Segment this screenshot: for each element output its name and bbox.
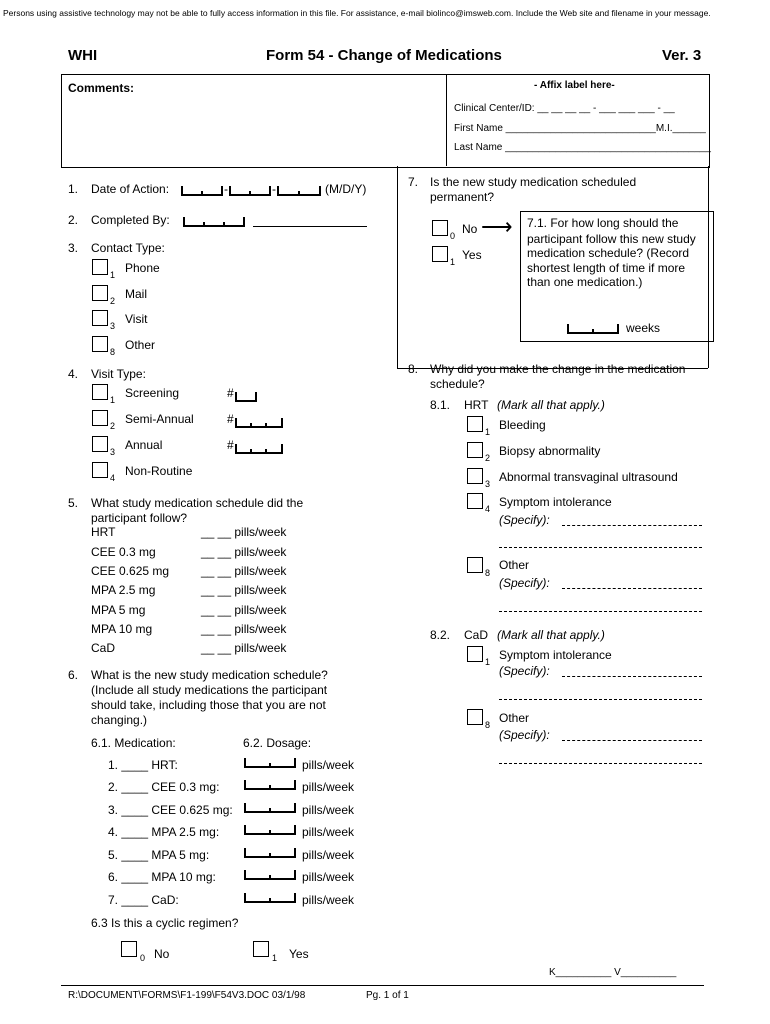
footer-rule <box>61 985 704 986</box>
permanent-yes-label: Yes <box>462 248 482 262</box>
contact-visit-label: Visit <box>125 312 148 326</box>
dose-field[interactable] <box>243 889 299 905</box>
specify-line[interactable] <box>562 676 702 677</box>
q5-med-value[interactable]: __ __ pills/week <box>201 525 287 539</box>
dose-field[interactable] <box>243 754 299 770</box>
cyclic-yes-checkbox[interactable] <box>253 941 269 957</box>
q6-text-line: What is the new study medication schedule? <box>91 668 328 682</box>
visit-non-routine-checkbox[interactable] <box>92 462 108 478</box>
contact-other-label: Other <box>125 338 156 352</box>
q4-number: 4. <box>68 367 79 381</box>
q7-1-text-line: participant follow this new study <box>527 232 696 246</box>
hash-label: # <box>227 438 234 452</box>
specify-label: (Specify): <box>499 728 550 742</box>
q6-text-line: should take, including those that you are not <box>91 698 326 712</box>
hrt-bleeding-label: Bleeding <box>499 418 546 432</box>
column-divider <box>397 166 398 368</box>
contact-mail-checkbox[interactable] <box>92 285 108 301</box>
mark-all-instruction: (Mark all that apply.) <box>497 628 605 642</box>
hrt-biopsy-label: Biopsy abnormality <box>499 444 601 458</box>
q6-med-row-label[interactable]: 6. ____ MPA 10 mg: <box>108 870 216 884</box>
affix-label-text: - Affix label here- <box>534 80 615 91</box>
cad-symptom-checkbox[interactable] <box>467 646 483 662</box>
dose-field[interactable] <box>243 866 299 882</box>
visit-screening-label: Screening <box>125 386 180 400</box>
contact-other-checkbox[interactable] <box>92 336 108 352</box>
code-label: 2 <box>110 421 116 431</box>
first-name-field[interactable]: First Name ___________________________M.I.______ <box>454 123 706 134</box>
q2-label: Completed By: <box>91 213 170 227</box>
code-label: 1 <box>272 953 278 963</box>
version-label: Ver. 3 <box>662 47 702 64</box>
dose-field[interactable] <box>243 776 299 792</box>
contact-phone-checkbox[interactable] <box>92 259 108 275</box>
q5-text-line2: participant follow? <box>91 511 188 525</box>
q5-med-value[interactable]: __ __ pills/week <box>201 622 287 636</box>
q6-med-row-label[interactable]: 1. ____ HRT: <box>108 758 178 772</box>
q5-med-name: CEE 0.3 mg <box>91 545 156 559</box>
q5-med-value[interactable]: __ __ pills/week <box>201 583 287 597</box>
q5-number: 5. <box>68 496 79 510</box>
q5-med-name: CEE 0.625 mg <box>91 564 170 578</box>
specify-line[interactable] <box>562 525 702 526</box>
code-label: 1 <box>110 270 116 280</box>
q5-med-name: HRT <box>91 525 116 539</box>
code-label: 1 <box>450 257 456 267</box>
permanent-yes-checkbox[interactable] <box>432 246 448 262</box>
mark-all-instruction: (Mark all that apply.) <box>497 398 605 412</box>
code-label: 2 <box>485 453 491 463</box>
visit-non-routine-label: Non-Routine <box>125 464 193 478</box>
cad-symptom-label: Symptom intolerance <box>499 648 612 662</box>
contact-phone-label: Phone <box>125 261 160 275</box>
visit-semi-annual-label: Semi-Annual <box>125 412 194 426</box>
q6-cyclic-question: 6.3 Is this a cyclic regimen? <box>91 916 239 930</box>
visit-annual-checkbox[interactable] <box>92 436 108 452</box>
visit-annual-label: Annual <box>125 438 163 452</box>
q1-date-format: (M/D/Y) <box>325 182 367 196</box>
q8-text-line1: Why did you make the change in the medication <box>430 362 686 376</box>
code-label: 1 <box>485 427 491 437</box>
form-title: Form 54 - Change of Medications <box>266 47 502 64</box>
specify-line[interactable] <box>499 699 702 700</box>
q2-number: 2. <box>68 213 79 227</box>
hrt-ultrasound-checkbox[interactable] <box>467 468 483 484</box>
clinical-center-field[interactable]: Clinical Center/ID: __ __ __ __ - ___ ___ ___ - __ <box>454 103 675 114</box>
q6-med-row-label[interactable]: 4. ____ MPA 2.5 mg: <box>108 825 220 839</box>
specify-label: (Specify): <box>499 664 550 678</box>
pills-unit: pills/week <box>302 780 355 794</box>
code-label: 0 <box>140 953 146 963</box>
code-label: 1 <box>110 395 116 405</box>
code-label: 8 <box>485 568 491 578</box>
code-label: 8 <box>485 720 491 730</box>
q6-med-row-label[interactable]: 7. ____ CaD: <box>108 893 179 907</box>
dose-field[interactable] <box>243 844 299 860</box>
hrt-symptom-label: Symptom intolerance <box>499 495 612 509</box>
pills-unit: pills/week <box>302 848 355 862</box>
q5-med-value[interactable]: __ __ pills/week <box>201 545 287 559</box>
q5-med-name: MPA 10 mg <box>91 622 153 636</box>
contact-mail-label: Mail <box>125 287 148 301</box>
code-label: 8 <box>110 347 116 357</box>
specify-line[interactable] <box>499 763 702 764</box>
cad-other-checkbox[interactable] <box>467 709 483 725</box>
date-of-action-field[interactable] <box>180 182 326 198</box>
q5-med-value[interactable]: __ __ pills/week <box>201 564 287 578</box>
q6-med-row-label[interactable]: 2. ____ CEE 0.3 mg: <box>108 780 220 794</box>
label-divider <box>446 74 447 166</box>
q7-1-text-line: medication schedule? (Record <box>527 246 690 260</box>
q6-medication-header: 6.1. Medication: <box>91 736 176 750</box>
q5-med-value[interactable]: __ __ pills/week <box>201 603 287 617</box>
cyclic-no-label: No <box>154 947 170 961</box>
q8-2-label: CaD <box>464 628 489 642</box>
cyclic-no-checkbox[interactable] <box>121 941 137 957</box>
code-label: 3 <box>110 447 116 457</box>
document-path: R:\DOCUMENT\FORMS\F1-199\F54V3.DOC 03/1/98 <box>68 990 306 1001</box>
cad-other-label: Other <box>499 711 530 725</box>
specify-label: (Specify): <box>499 576 550 590</box>
code-label: 2 <box>110 296 116 306</box>
svg-text:-: - <box>224 182 228 196</box>
q6-med-row-label[interactable]: 5. ____ MPA 5 mg: <box>108 848 210 862</box>
pills-unit: pills/week <box>302 758 355 772</box>
visit-semi-annual-checkbox[interactable] <box>92 410 108 426</box>
last-name-field[interactable]: Last Name _____________________________________ <box>454 142 711 153</box>
svg-text:-: - <box>272 182 276 196</box>
comments-field[interactable] <box>66 99 442 161</box>
q7-1-text-line: shortest length of time if more <box>527 261 686 275</box>
code-label: 3 <box>485 479 491 489</box>
q5-med-name: MPA 2.5 mg <box>91 583 156 597</box>
q5-text-line1: What study medication schedule did the <box>91 496 304 510</box>
q8-1-number: 8.1. <box>430 398 451 412</box>
page-number: Pg. 1 of 1 <box>366 990 409 1001</box>
hrt-symptom-checkbox[interactable] <box>467 493 483 509</box>
accessibility-notice: Persons using assistive technology may not be able to fully access information in this file. For assistance, e-mail biolinco@imsweb.com. Include the Web site and filename in your message. <box>3 8 711 18</box>
q6-number: 6. <box>68 668 79 682</box>
q8-number: 8. <box>408 362 419 376</box>
specify-line[interactable] <box>499 547 702 548</box>
q7-1-text-line: 7.1. For how long should the <box>527 216 679 230</box>
contact-visit-checkbox[interactable] <box>92 310 108 326</box>
weeks-field[interactable] <box>566 320 622 336</box>
q3-label: Contact Type: <box>91 241 165 255</box>
completed-by-code-field[interactable] <box>182 213 248 229</box>
visit-screening-checkbox[interactable] <box>92 384 108 400</box>
q3-number: 3. <box>68 241 79 255</box>
q1-label: Date of Action: <box>91 182 170 196</box>
q6-text-line: changing.) <box>91 713 148 727</box>
q5-med-name: CaD <box>91 641 116 655</box>
arrow-right-icon: ⟶ <box>481 214 513 239</box>
specify-line[interactable] <box>499 611 702 612</box>
specify-label: (Specify): <box>499 513 550 527</box>
cyclic-yes-label: Yes <box>289 947 309 961</box>
q6-dosage-header: 6.2. Dosage: <box>243 736 312 750</box>
code-label: 1 <box>485 657 491 667</box>
hrt-other-label: Other <box>499 558 530 572</box>
hash-label: # <box>227 386 234 400</box>
code-label: 4 <box>485 504 491 514</box>
hrt-biopsy-checkbox[interactable] <box>467 442 483 458</box>
weeks-label: weeks <box>626 321 661 335</box>
screening-number-field[interactable] <box>234 388 260 404</box>
semi-annual-number-field[interactable] <box>234 414 286 430</box>
dose-field[interactable] <box>243 799 299 815</box>
completed-by-name-line[interactable] <box>253 226 367 227</box>
q7-1-text-line: than one medication.) <box>527 275 643 289</box>
pills-unit: pills/week <box>302 870 355 884</box>
hrt-ultrasound-label: Abnormal transvaginal ultrasound <box>499 470 678 484</box>
q7-text-line2: permanent? <box>430 190 495 204</box>
specify-line[interactable] <box>562 588 702 589</box>
q6-med-row-label[interactable]: 3. ____ CEE 0.625 mg: <box>108 803 233 817</box>
q8-text-line2: schedule? <box>430 377 485 391</box>
q8-2-number: 8.2. <box>430 628 451 642</box>
hrt-bleeding-checkbox[interactable] <box>467 416 483 432</box>
code-label: 3 <box>110 321 116 331</box>
hrt-other-checkbox[interactable] <box>467 557 483 573</box>
specify-line[interactable] <box>562 740 702 741</box>
pills-unit: pills/week <box>302 825 355 839</box>
q5-med-name: MPA 5 mg <box>91 603 146 617</box>
keyer-verifier-field[interactable]: K__________ V__________ <box>549 967 677 978</box>
pills-unit: pills/week <box>302 893 355 907</box>
q6-text-line: (Include all study medications the participant <box>91 683 328 697</box>
q1-number: 1. <box>68 182 79 196</box>
q7-number: 7. <box>408 175 419 189</box>
hash-label: # <box>227 412 234 426</box>
dose-field[interactable] <box>243 821 299 837</box>
permanent-no-label: No <box>462 222 478 236</box>
comments-heading: Comments: <box>68 81 135 95</box>
code-label: 4 <box>110 473 116 483</box>
q7-text-line1: Is the new study medication scheduled <box>430 175 637 189</box>
org-label: WHI <box>68 47 98 64</box>
annual-number-field[interactable] <box>234 440 286 456</box>
q5-med-value[interactable]: __ __ pills/week <box>201 641 287 655</box>
permanent-no-checkbox[interactable] <box>432 220 448 236</box>
code-label: 0 <box>450 231 456 241</box>
pills-unit: pills/week <box>302 803 355 817</box>
q8-1-label: HRT <box>464 398 489 412</box>
q4-label: Visit Type: <box>91 367 146 381</box>
